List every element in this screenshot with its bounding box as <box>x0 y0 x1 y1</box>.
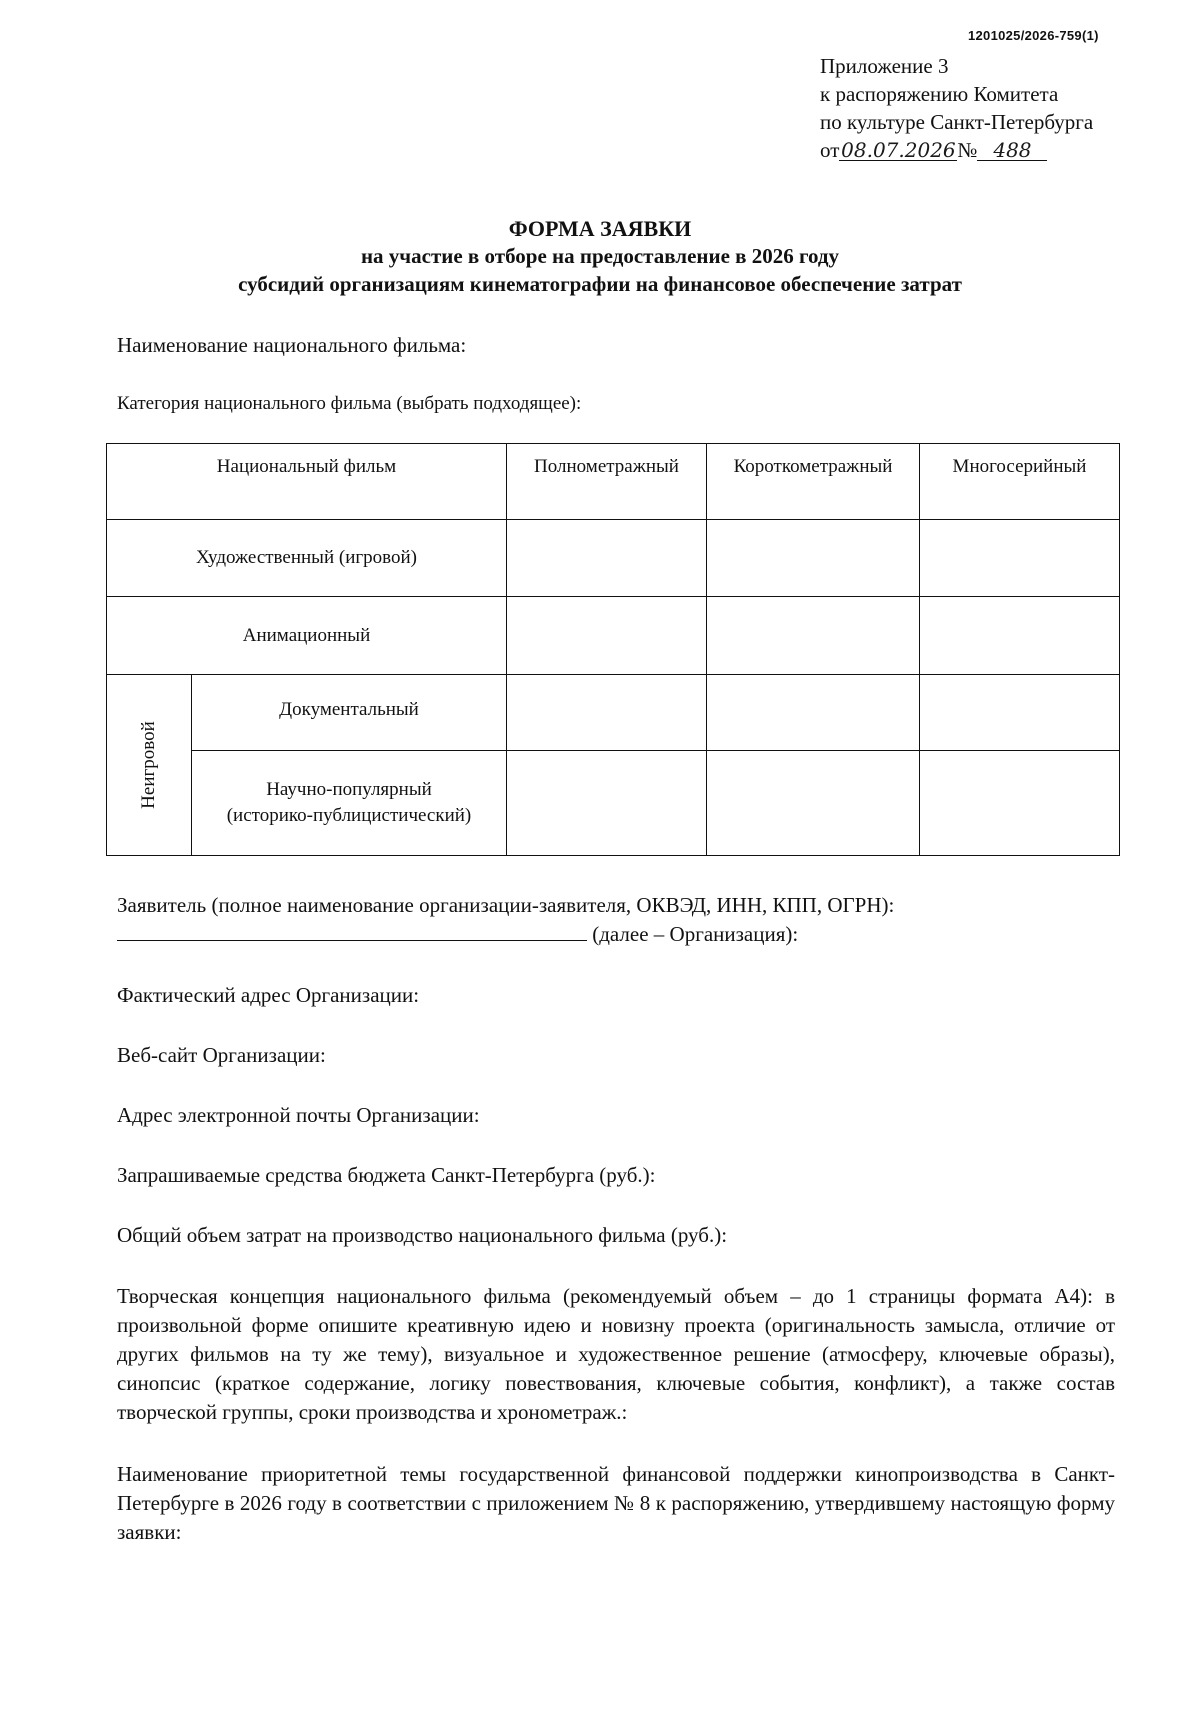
total-cost-field: Общий объем затрат на производство национального фильма (руб.): <box>117 1223 728 1247</box>
applicant-blank[interactable] <box>117 922 587 941</box>
row-label-documentary: Документальный <box>192 675 507 751</box>
checkbox-cell-feature-series[interactable] <box>920 520 1120 597</box>
form-subtitle-line2: субсидий организациям кинематографии на финансовое обеспечение затрат <box>238 272 962 296</box>
form-subtitle-line1: на участие в отборе на предоставление в 2026 году <box>360 244 840 268</box>
checkbox-cell-animated-series[interactable] <box>920 597 1120 675</box>
row-label-popsci-line2: (историко-публицистический) <box>226 805 472 827</box>
checkbox-cell-popsci-short[interactable] <box>707 751 920 856</box>
table-row <box>107 675 1120 751</box>
annex-title: Приложение 3 <box>820 54 949 78</box>
annex-date-line <box>820 136 1093 164</box>
category-label: Категория национального фильма (выбрать подходящее): <box>117 393 582 414</box>
checkbox-cell-popsci-full[interactable] <box>507 751 707 856</box>
website-field: Веб-сайт Организации: <box>117 1043 326 1067</box>
applicant-blank-line <box>117 922 798 947</box>
handwritten-number: 488 <box>977 140 1047 161</box>
row-label-popsci-line1: Научно-популярный <box>266 779 432 801</box>
col-header-film: Национальный фильм <box>107 444 507 520</box>
checkbox-cell-documentary-series[interactable] <box>920 675 1120 751</box>
checkbox-cell-feature-full[interactable] <box>507 520 707 597</box>
checkbox-cell-documentary-full[interactable] <box>507 675 707 751</box>
email-field: Адрес электронной почты Организации: <box>117 1103 480 1127</box>
annex-committee-line: по культуре Санкт-Петербурга <box>820 110 1094 134</box>
row-label-feature: Художественный (игровой) <box>107 520 507 597</box>
checkbox-cell-animated-short[interactable] <box>707 597 920 675</box>
number-sign: № <box>957 138 978 162</box>
concept-field: Творческая концепция национального фильма (рекомендуемый объем – до 1 страницы формата А4): в произвольной форме опишите креативную идею и новизну проекта (оригинальность замысла, отличие от других фильмов на ту же тему), визуальное и художественное решение (атмосферу, ключевые образы), синопсис (краткое содержание, логику повествования, ключевые события, конфликт), а также состав творческой группы, сроки производства и хронометраж.: <box>117 1284 1115 1424</box>
annex-block <box>820 52 1093 164</box>
col-header-full-length: Полнометражный <box>507 444 707 520</box>
checkbox-cell-documentary-short[interactable] <box>707 675 920 751</box>
group-label-nonfiction-cell <box>107 675 192 856</box>
from-label: от <box>820 138 840 162</box>
budget-field: Запрашиваемые средства бюджета Санкт-Петербурга (руб.): <box>117 1163 656 1187</box>
checkbox-cell-animated-full[interactable] <box>507 597 707 675</box>
handwritten-date: 08.07.2026 <box>841 138 956 162</box>
film-name-field: Наименование национального фильма: <box>117 333 467 357</box>
row-label-popsci <box>192 751 507 856</box>
form-title: ФОРМА ЗАЯВКИ <box>508 216 692 241</box>
priority-theme-field: Наименование приоритетной темы государственной финансовой поддержки кинопроизводства в Санкт-Петербурге в 2026 году в соответствии с приложением № 8 к распоряжению, утвердившему настоящую форму заявки: <box>117 1462 1115 1544</box>
col-header-short: Короткометражный <box>707 444 920 520</box>
group-label-nonfiction: Неигровой <box>138 721 159 809</box>
table-header-row <box>107 444 1120 520</box>
checkbox-cell-popsci-series[interactable] <box>920 751 1120 856</box>
table-row <box>107 597 1120 675</box>
table-row <box>107 751 1120 856</box>
row-label-animated: Анимационный <box>107 597 507 675</box>
address-field: Фактический адрес Организации: <box>117 983 420 1007</box>
applicant-field: Заявитель (полное наименование организации-заявителя, ОКВЭД, ИНН, КПП, ОГРН): <box>117 893 895 917</box>
col-header-series: Многосерийный <box>920 444 1120 520</box>
document-number: 1201025/2026-759(1) <box>968 28 1099 43</box>
annex-order-line: к распоряжению Комитета <box>820 82 1059 106</box>
applicant-suffix: (далее – Организация): <box>592 922 799 946</box>
category-table <box>106 443 1120 856</box>
checkbox-cell-feature-short[interactable] <box>707 520 920 597</box>
table-row <box>107 520 1120 597</box>
